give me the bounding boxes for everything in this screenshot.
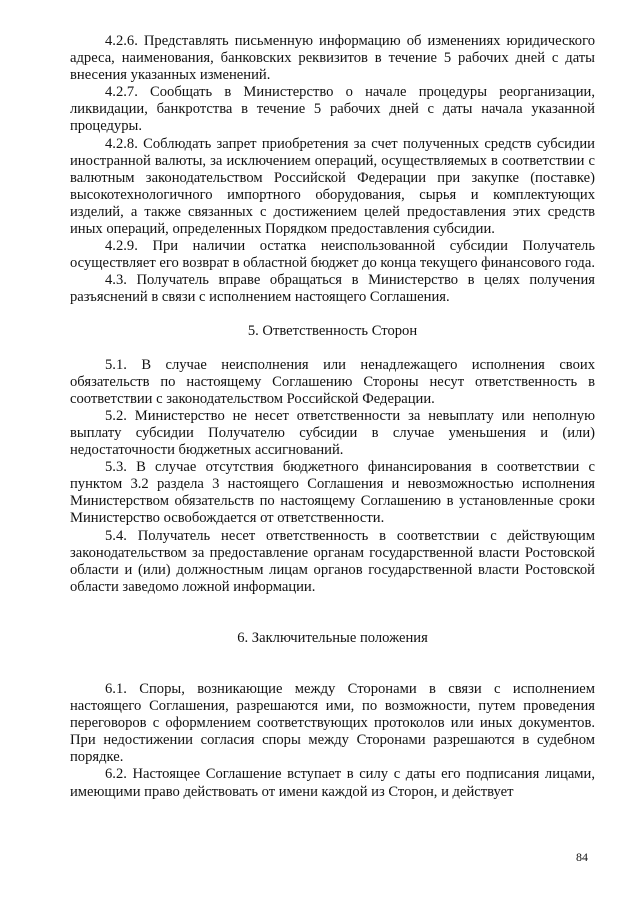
spacer xyxy=(70,340,595,357)
paragraph-5-3: 5.3. В случае отсутствия бюджетного финансирования в соответствии с пунктом 3.2 раздела 3 настоящего Соглашения и невозможностью исполнения Министерством обязательств по настоящему Соглашению в установленные сроки Министерство освобождается от ответственности. xyxy=(70,459,595,527)
section-5-heading: 5. Ответственность Сторон xyxy=(247,322,418,339)
page-number: 84 xyxy=(576,850,588,864)
paragraph-4-2-8: 4.2.8. Соблюдать запрет приобретения за счет полученных средств субсидии иностранной валюты, за исключением операций, осуществляемых в соответствии с валютным законодательством Российской Федерации при закупке (поставке) высокотехнологичного импортного оборудования, сырья и комплектующих изделий, а также связанных с достижением целей предоставления этих средств иных операций, определенных Порядком предоставления субсидии. xyxy=(70,135,595,238)
spacer xyxy=(70,307,595,323)
spacer xyxy=(70,596,595,630)
paragraph-5-2: 5.2. Министерство не несет ответственности за невыплату или неполную выплату субсидии Получателю субсидии в случае уменьшения и (или) недостаточности бюджетных ассигнований. xyxy=(70,407,595,459)
spacer xyxy=(70,647,595,681)
paragraph-6-2: 6.2. Настоящее Соглашение вступает в силу с даты его подписания лицами, имеющими право действовать от имени каждой из Сторон, и действует xyxy=(70,766,595,800)
paragraph-5-1: 5.1. В случае неисполнения или ненадлежащего исполнения своих обязательств по настоящему Соглашению Стороны несут ответственность в соответствии с законодательством Российской Федерации. xyxy=(70,356,595,407)
paragraph-4-3: 4.3. Получатель вправе обращаться в Министерство в целях получения разъяснений в связи с исполнением настоящего Соглашения. xyxy=(70,272,595,306)
document-page xyxy=(70,33,595,801)
section-6-heading: 6. Заключительные положения xyxy=(237,629,428,646)
paragraph-5-4: 5.4. Получатель несет ответственность в соответствии с действующим законодательством за предоставление органам государственной власти Ростовской области и (или) должностным лицам органов государственной власти Ростовской области заведомо ложной информации. xyxy=(70,527,595,595)
paragraph-6-1: 6.1. Споры, возникающие между Сторонами в связи с исполнением настоящего Соглашения, разрешаются ими, по возможности, путем проведения переговоров с оформлением соответствующих протоколов или иных документов. При недостижении согласия споры между Сторонами разрешаются в судебном порядке. xyxy=(70,681,595,766)
paragraph-4-2-9: 4.2.9. При наличии остатка неиспользованной субсидии Получатель осуществляет его возврат в областной бюджет до конца текущего финансового года. xyxy=(70,238,595,272)
paragraph-4-2-6: 4.2.6. Представлять письменную информацию об изменениях юридического адреса, наименования, банковских реквизитов в течение 5 рабочих дней с даты внесения указанных изменений. xyxy=(70,33,595,84)
paragraph-4-2-7: 4.2.7. Сообщать в Министерство о начале процедуры реорганизации, ликвидации, банкротства в течение 5 рабочих дней с даты начала указанной процедуры. xyxy=(70,84,595,135)
